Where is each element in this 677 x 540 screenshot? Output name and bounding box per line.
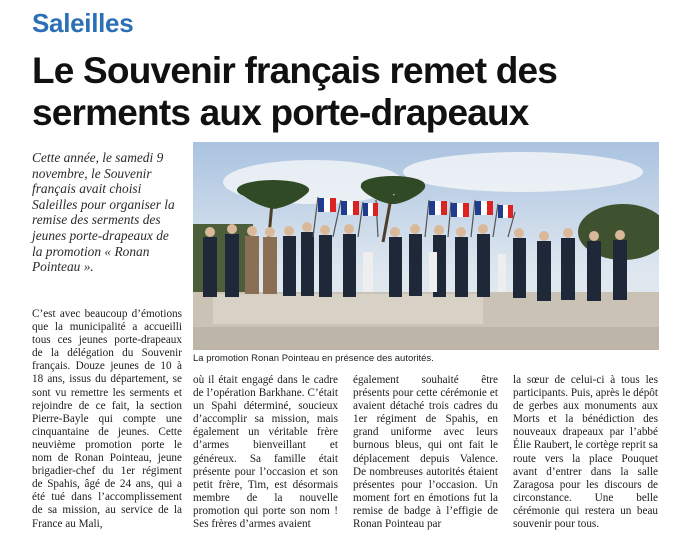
column-text: C’est avec beaucoup d’émotions que la municipalité a accueilli tous ces jeunes porte-drapeaux de la délégation du Souvenir français. Douze jeunes de 10 à 18 ans, issus du département, se sont vu remettre les serments et rejoindre de ce fait, la section Pierre-Bayle qui compte une cinquantaine de jeunes. Cette neuvième promotion porte le nom de Ronan Pointeau, jeune brigadier-chef du 1er régiment de Spahis, âgé de 24 ans, qui a été tué dans l’accomplissement de sa mission, au service de la France au Mali,: [32, 308, 182, 530]
photo-caption: La promotion Ronan Pointeau en présence des autorités.: [193, 353, 434, 364]
article-column-2: [193, 374, 338, 531]
column-text: également souhaité être présents pour cette cérémonie et avaient détaché trois cadres du 1er régiment de Spahis, en grand uniforme avec leurs burnous bleus, qui ont fait le déplacement depuis Valence. De nombreuses autorités étaient présentes pour l’occasion. Un moment fort en émotions fut la remise de badge à l’effigie de Ronan Pointeau par: [353, 374, 498, 531]
article-headline: Le Souvenir français remet des serments aux porte-drapeaux: [32, 50, 558, 133]
column-text: la sœur de celui-ci à tous les participants. Puis, après le dépôt de gerbes aux monuments aux Morts et la bénédiction des nouveaux drapeaux par l’abbé Élie Raubert, le cortège reprit sa route vers la place Pouquet avant d’entrer dans la salle Zaragosa pour les discours de circonstance. Une belle cérémonie qui restera un beau souvenir pour tous.: [513, 374, 658, 531]
article-kicker: Saleilles: [32, 8, 134, 38]
article-column-4: [513, 374, 658, 531]
article-lead: Cette année, le samedi 9 novembre, le Souvenir français avait choisi Saleilles pour organiser la remise des serments des jeunes porte-drapeaux de la promotion « Ronan Pointeau ».: [32, 150, 175, 275]
article-column-1: [32, 308, 182, 531]
article-column-3: [353, 374, 498, 531]
article-photo: [193, 142, 659, 350]
column-text: où il était engagé dans le cadre de l’opération Barkhane. C’était un Spahi déterminé, soucieux d’accomplir sa mission, mais également un véritable frère d’armes bienveillant et généreux. Sa famille était présente pour l’occasion et son petit frère, Tim, est désormais membre de la nouvelle promotion qui porte son nom ! Ses frères d’armes avaient: [193, 374, 338, 531]
